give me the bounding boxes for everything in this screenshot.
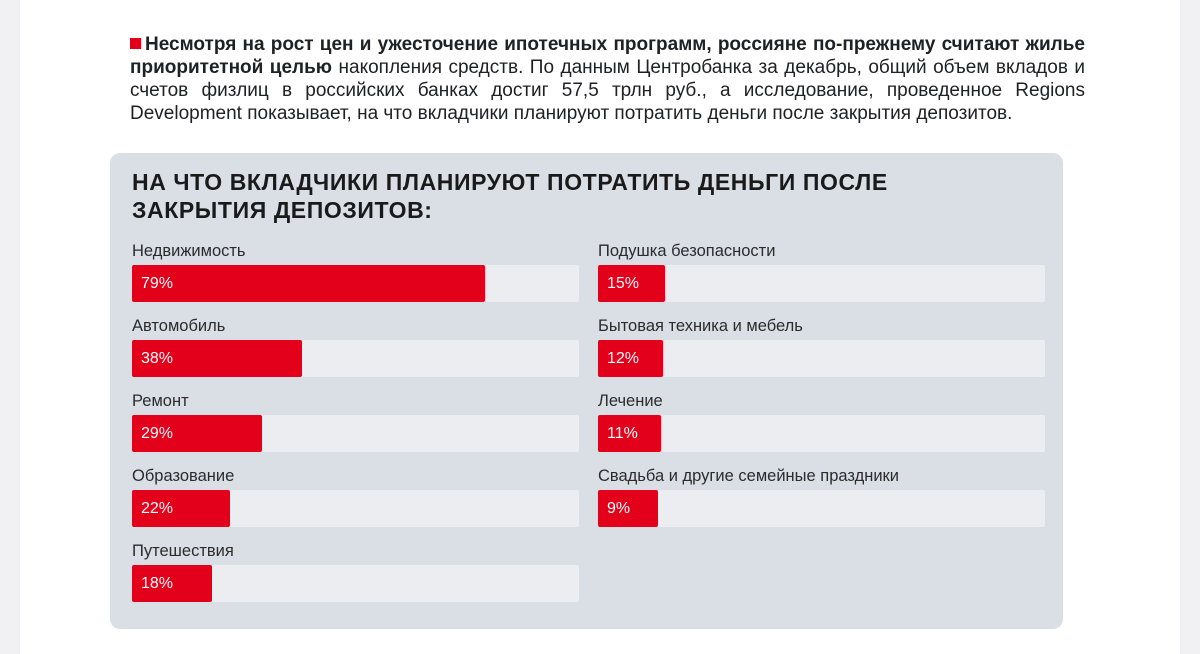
bar-value-label: 79% — [141, 275, 174, 292]
bar-track — [132, 565, 579, 602]
bar-track — [598, 490, 1045, 527]
intro-paragraph — [130, 33, 1085, 125]
bar-item — [132, 466, 579, 528]
bar-value-label: 18% — [141, 575, 174, 592]
bar-fill — [598, 340, 663, 377]
bar-item — [598, 316, 1045, 378]
bullet-square-icon — [130, 38, 141, 49]
bar-fill — [132, 490, 230, 527]
bar-fill — [132, 265, 485, 302]
bar-value-label: 9% — [607, 500, 631, 517]
bar-value-label: 12% — [607, 350, 640, 367]
bar-track — [132, 265, 579, 302]
bar-category-label: Автомобиль — [132, 317, 226, 335]
bar-value-label: 22% — [141, 500, 174, 517]
bar-value-label: 11% — [607, 425, 638, 442]
chart-title: НА ЧТО ВКЛАДЧИКИ ПЛАНИРУЮТ ПОТРАТИТЬ ДЕНЬГИ ПОСЛЕ ЗАКРЫТИЯ ДЕПОЗИТОВ: — [132, 169, 888, 223]
bar-category-label: Ремонт — [132, 392, 189, 410]
bar-category-label: Путешествия — [132, 542, 234, 560]
bar-value-label: 29% — [141, 425, 174, 442]
bar-category-label: Свадьба и другие семейные праздники — [598, 467, 899, 485]
bar-item — [598, 391, 1045, 453]
bar-item — [598, 466, 1045, 528]
bar-fill — [132, 565, 212, 602]
bar-item — [598, 241, 1045, 303]
bar-track — [132, 415, 579, 452]
bar-item — [132, 241, 579, 303]
intro-bold-text: Несмотря на рост цен и ужесточение ипотечных программ, россияне по-прежнему считают жилье приоритетной целью — [130, 34, 1085, 78]
bar-fill — [598, 265, 665, 302]
bar-category-label: Подушка безопасности — [598, 242, 776, 260]
bar-track — [598, 340, 1045, 377]
intro-text: накопления средств. По данным Центробанка за декабрь, общий объем вкладов и счетов физлиц в российских банках достиг 57,5 трлн руб., а исследование, проведенное Regions Development показывает, на что вкладчики планируют потратить деньги после закрытия депозитов. — [130, 57, 1085, 124]
bar-category-label: Недвижимость — [132, 242, 246, 260]
bar-track — [132, 490, 579, 527]
bar-fill — [598, 490, 658, 527]
bar-item — [132, 391, 579, 453]
bar-fill — [132, 415, 262, 452]
bar-fill — [132, 340, 302, 377]
bar-track — [598, 265, 1045, 302]
bar-fill — [598, 415, 661, 452]
bar-item — [132, 316, 579, 378]
chart-card — [110, 153, 1063, 629]
bar-category-label: Бытовая техника и мебель — [598, 317, 803, 335]
bar-category-label: Образование — [132, 467, 235, 485]
bar-value-label: 15% — [607, 275, 640, 292]
bar-track — [132, 340, 579, 377]
bar-value-label: 38% — [141, 350, 174, 367]
bar-track — [598, 415, 1045, 452]
bar-item — [132, 541, 579, 603]
bar-category-label: Лечение — [598, 392, 663, 410]
